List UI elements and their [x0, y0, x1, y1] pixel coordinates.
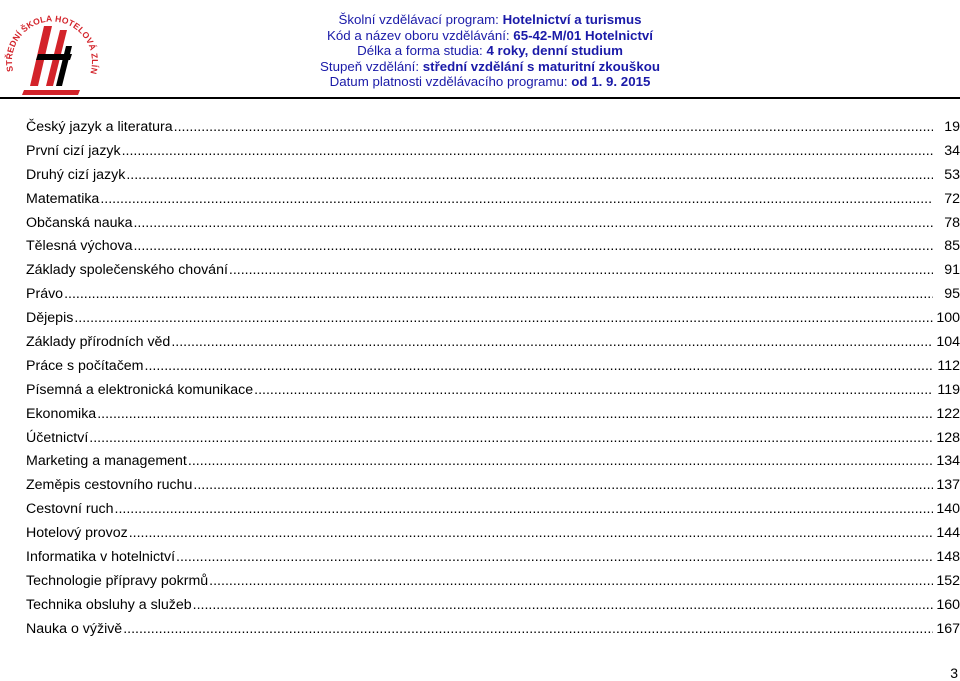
toc-entry-title: Občanská nauka [26, 214, 133, 231]
header-program-value: Hotelnictví a turismus [502, 12, 642, 27]
header-program [220, 12, 760, 28]
toc-leader-dots [129, 522, 933, 546]
toc-entry-page: 53 [944, 166, 960, 183]
toc-entry-title: Ekonomika [26, 405, 97, 422]
toc-leader-dots [133, 212, 933, 236]
toc-entry-page: 137 [936, 477, 960, 494]
toc-entry[interactable] [26, 140, 960, 164]
toc-entry-title: Český jazyk a literatura [26, 119, 173, 135]
toc-leader-dots [229, 259, 933, 283]
toc-entry-title: Hotelový provoz [26, 525, 128, 542]
toc-leader-dots [64, 283, 933, 307]
header-field-code [220, 28, 760, 44]
toc-entry[interactable] [26, 283, 960, 307]
toc-leader-dots [171, 331, 933, 355]
toc-entry[interactable] [26, 427, 960, 451]
toc-entry-page: 72 [944, 190, 960, 207]
toc-entry-page: 144 [936, 525, 960, 542]
toc-entry[interactable] [26, 235, 960, 259]
toc-entry-page: 152 [936, 572, 960, 589]
toc-entry[interactable] [26, 379, 960, 403]
toc-leader-dots [133, 235, 933, 259]
toc-entry-title: Právo [26, 286, 64, 303]
header-program-label: Školní vzdělávací program: [338, 12, 503, 27]
toc-entry-title: Technologie přípravy pokrmů [26, 572, 209, 589]
logo-emblem [22, 26, 80, 95]
toc-entry-page: 134 [936, 453, 960, 470]
toc-entry[interactable] [26, 164, 960, 188]
toc-entry[interactable] [26, 188, 960, 212]
table-of-contents [26, 116, 960, 642]
toc-entry-title: Nauka o výživě [26, 620, 123, 637]
header-validity-date-label: Datum platnosti vzdělávacího programu: [329, 74, 572, 90]
toc-leader-dots [209, 570, 933, 594]
toc-entry[interactable] [26, 546, 960, 570]
toc-leader-dots [193, 474, 933, 498]
toc-entry-title: Technika obsluhy a služeb [26, 596, 192, 613]
toc-entry[interactable] [26, 116, 960, 140]
header-divider [0, 97, 960, 99]
toc-entry-page: 167 [936, 620, 960, 637]
toc-entry[interactable] [26, 618, 960, 642]
header-study-length-label: Délka a forma studia: [357, 43, 487, 59]
toc-entry-title: Tělesná výchova [26, 238, 133, 255]
header-validity-date [220, 74, 760, 90]
toc-leader-dots [100, 188, 933, 212]
header-education-level-value: střední vzdělání s maturitní zkouškou [422, 58, 660, 74]
toc-entry-title: Marketing a management [26, 453, 187, 470]
toc-entry-title: Účetnictví [26, 429, 89, 446]
toc-entry[interactable] [26, 307, 960, 331]
toc-entry[interactable] [26, 355, 960, 379]
toc-entry-page: 140 [936, 501, 960, 518]
toc-entry[interactable] [26, 403, 960, 427]
toc-entry-title: První cizí jazyk [26, 142, 121, 159]
header-study-length-value: 4 roky, denní studium [486, 43, 623, 59]
toc-entry-page: 95 [944, 286, 960, 303]
header-validity-date-value: od 1. 9. 2015 [571, 74, 651, 90]
toc-leader-dots [89, 427, 933, 451]
toc-entry-page: 148 [936, 549, 960, 566]
toc-leader-dots [145, 355, 934, 379]
toc-entry[interactable] [26, 259, 960, 283]
toc-entry[interactable] [26, 594, 960, 618]
toc-entry-page: 112 [937, 357, 960, 374]
toc-entry-title: Druhý cizí jazyk [26, 166, 126, 183]
toc-entry[interactable] [26, 522, 960, 546]
toc-entry[interactable] [26, 498, 960, 522]
toc-entry-page: 119 [937, 381, 960, 398]
header-education-level [220, 59, 760, 75]
toc-entry-title: Informatika v hotelnictví [26, 549, 176, 566]
toc-entry[interactable] [26, 331, 960, 355]
toc-leader-dots [126, 164, 933, 188]
toc-leader-dots [122, 140, 933, 164]
toc-leader-dots [123, 618, 933, 642]
toc-leader-dots [174, 116, 933, 140]
toc-entry-title: Zeměpis cestovního ruchu [26, 477, 193, 494]
header-field-code-label: Kód a název oboru vzdělávání: [327, 27, 514, 43]
toc-entry[interactable] [26, 450, 960, 474]
toc-entry[interactable] [26, 212, 960, 236]
toc-entry-page: 100 [936, 310, 960, 327]
toc-leader-dots [188, 450, 933, 474]
toc-entry-page: 122 [936, 405, 960, 422]
toc-entry-page: 91 [944, 262, 960, 279]
toc-entry[interactable] [26, 474, 960, 498]
toc-entry-title: Základy společenského chování [26, 262, 228, 279]
toc-leader-dots [74, 307, 933, 331]
toc-entry-title: Matematika [26, 190, 100, 207]
toc-entry-title: Cestovní ruch [26, 501, 114, 518]
toc-entry-page: 78 [944, 214, 960, 231]
toc-entry-title: Základy přírodních věd [26, 334, 171, 351]
header-study-length [220, 43, 760, 59]
document-header [220, 12, 760, 90]
toc-entry[interactable] [26, 570, 960, 594]
toc-entry-page: 34 [944, 142, 960, 159]
header-field-code-value: 65-42-M/01 Hotelnictví [513, 27, 653, 43]
toc-leader-dots [97, 403, 933, 427]
toc-entry-title: Práce s počítačem [26, 357, 144, 374]
toc-entry-page: 128 [936, 429, 960, 446]
toc-entry-page: 160 [936, 596, 960, 613]
svg-text:STŘEDNÍ ŠKOLA HOTELOVÁ ZLÍN: STŘEDNÍ ŠKOLA HOTELOVÁ ZLÍN [3, 13, 101, 76]
toc-entry-title: Dějepis [26, 310, 74, 327]
toc-leader-dots [115, 498, 933, 522]
page-number: 3 [950, 665, 958, 681]
toc-entry-page: 85 [944, 238, 960, 255]
toc-leader-dots [254, 379, 933, 403]
header-education-level-label: Stupeň vzdělání: [320, 58, 423, 74]
toc-entry-page: 19 [944, 119, 960, 135]
school-logo [0, 0, 104, 100]
toc-entry-title: Písemná a elektronická komunikace [26, 381, 254, 398]
toc-leader-dots [176, 546, 933, 570]
toc-leader-dots [193, 594, 933, 618]
toc-entry-page: 104 [936, 334, 960, 351]
